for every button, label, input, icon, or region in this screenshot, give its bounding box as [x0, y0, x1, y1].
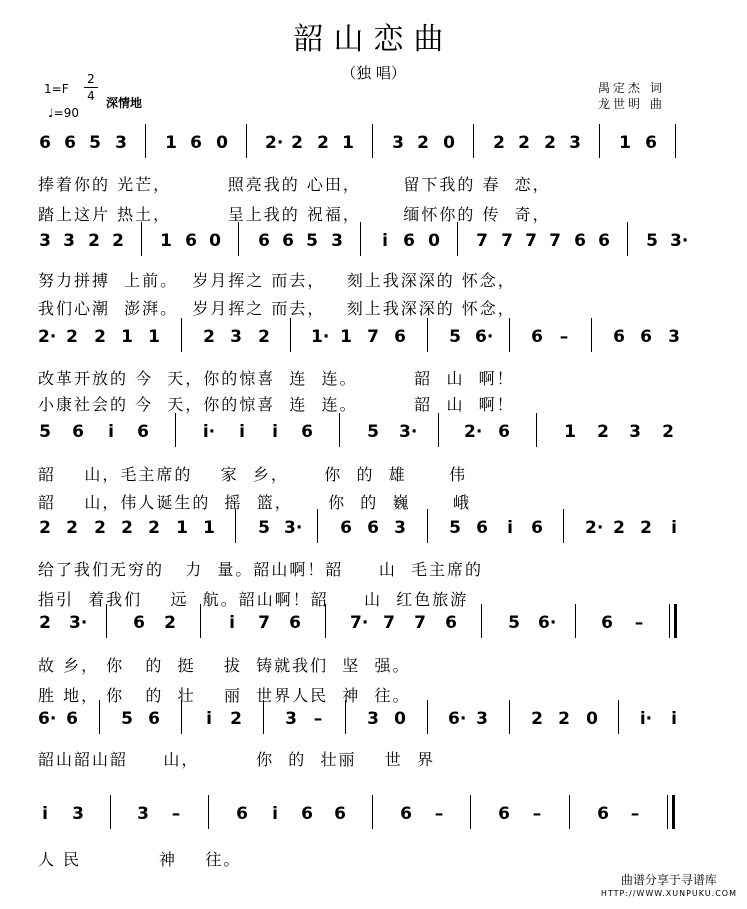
watermark	[601, 873, 737, 901]
lyric-line: 小康社会的 今 天，你的惊喜 连 连。 韶 山 啊！	[38, 395, 515, 414]
note: 3·	[69, 613, 88, 633]
note: 2·	[38, 327, 57, 347]
note: 3	[230, 327, 242, 347]
barline	[427, 509, 428, 543]
barline	[263, 700, 264, 734]
note: 7	[367, 327, 379, 347]
final-barline	[667, 795, 675, 829]
lyric-line: 胜 地， 你 的 壮 丽 世界人民 神 往。	[38, 686, 411, 705]
note: 2	[88, 231, 100, 251]
note: 6	[137, 422, 149, 442]
note: 5	[89, 133, 101, 153]
note: 0	[394, 709, 406, 729]
note: 7	[476, 231, 488, 251]
note: 2	[558, 709, 570, 729]
barline	[290, 318, 291, 352]
song-title: 韶山恋曲	[293, 22, 454, 57]
barline	[427, 318, 428, 352]
barline	[208, 795, 209, 829]
note: 3	[137, 804, 149, 824]
note: 6	[72, 422, 84, 442]
lyricist-credit: 禺定杰 词	[598, 81, 665, 95]
note: 3·	[284, 518, 303, 538]
note: 5	[258, 518, 270, 538]
note: 6	[190, 133, 202, 153]
note: 2	[258, 327, 270, 347]
note: 6	[531, 327, 543, 347]
barline	[427, 700, 428, 734]
song-subtitle: （独 唱）	[341, 64, 406, 82]
note: 7·	[350, 613, 369, 633]
barline	[675, 124, 676, 158]
lyric-line: 人 民 神 往。	[38, 850, 242, 869]
barline	[317, 509, 318, 543]
note: 2	[66, 518, 78, 538]
note: i	[507, 518, 513, 538]
barline	[325, 604, 326, 638]
note: i	[671, 709, 677, 729]
note: 2	[291, 133, 303, 153]
note: 1	[619, 133, 631, 153]
notation-row	[38, 612, 694, 634]
note: i·	[639, 709, 653, 729]
note: 1	[148, 327, 160, 347]
note: 2	[544, 133, 556, 153]
note: –	[559, 327, 569, 347]
note: 6	[645, 133, 657, 153]
note: 2	[493, 133, 505, 153]
expression-marking: 深情地	[106, 96, 143, 110]
barline	[509, 318, 510, 352]
note: –	[630, 804, 640, 824]
note: 6	[39, 133, 51, 153]
notation-row	[38, 421, 694, 443]
note: 5	[367, 422, 379, 442]
notation-row	[38, 326, 694, 348]
note: i	[206, 709, 212, 729]
note: 2	[417, 133, 429, 153]
note: 6	[301, 804, 313, 824]
note: 3	[394, 518, 406, 538]
note: 7	[258, 613, 270, 633]
note: –	[171, 804, 181, 824]
note: 6	[301, 422, 313, 442]
note: 5	[508, 613, 520, 633]
note: –	[313, 709, 323, 729]
note: 6	[498, 422, 510, 442]
barline	[235, 509, 236, 543]
note: 7	[501, 231, 513, 251]
note: 2	[66, 327, 78, 347]
note: 6	[640, 327, 652, 347]
barline	[627, 222, 628, 256]
note: 6	[394, 327, 406, 347]
note: 6·	[475, 327, 494, 347]
note: 2	[613, 518, 625, 538]
note: 2·	[265, 133, 284, 153]
note: 6·	[448, 709, 467, 729]
barline	[372, 124, 373, 158]
note: i	[382, 231, 388, 251]
note: i	[272, 422, 278, 442]
note: 2·	[585, 518, 604, 538]
note: 1	[121, 327, 133, 347]
note: 1	[165, 133, 177, 153]
barline	[473, 124, 474, 158]
note: 6	[400, 804, 412, 824]
note: 0	[216, 133, 228, 153]
composer-credit: 龙世明 曲	[598, 97, 665, 111]
note: 6	[601, 613, 613, 633]
note: 3	[331, 231, 343, 251]
barline	[175, 413, 176, 447]
time-signature-bottom: 4	[87, 89, 95, 103]
barline	[618, 700, 619, 734]
note: 2	[317, 133, 329, 153]
note: 6	[64, 133, 76, 153]
note: 1	[342, 133, 354, 153]
note: 3	[72, 804, 84, 824]
note: 0	[428, 231, 440, 251]
note: 5	[39, 422, 51, 442]
note: 7	[414, 613, 426, 633]
note: 0	[209, 231, 221, 251]
note: 6·	[538, 613, 557, 633]
lyric-line: 踏上这片 热土， 呈上我的 祝福， 缅怀你的 传 奇，	[38, 205, 551, 224]
lyric-line: 改革开放的 今 天，你的惊喜 连 连。 韶 山 啊！	[38, 369, 515, 388]
barline	[110, 795, 111, 829]
note: –	[532, 804, 542, 824]
barline	[99, 700, 100, 734]
note: 6	[498, 804, 510, 824]
note: i·	[202, 422, 216, 442]
lyric-line: 韶山韶山韶 山， 你 的 壮丽 世 界	[38, 750, 435, 769]
note: 6·	[38, 709, 57, 729]
note: i	[229, 613, 235, 633]
note: 6	[133, 613, 145, 633]
barline	[238, 222, 239, 256]
notation-row	[38, 803, 694, 825]
barline	[591, 318, 592, 352]
note: 2	[39, 518, 51, 538]
barline	[457, 222, 458, 256]
barline	[246, 124, 247, 158]
note: i	[42, 804, 48, 824]
note: 6	[340, 518, 352, 538]
note: 2	[39, 613, 51, 633]
tempo-marking: ♩=90	[48, 106, 79, 120]
note: 2	[531, 709, 543, 729]
watermark-url: HTTP://WWW.XUNPUKU.COM	[600, 889, 737, 898]
barline	[509, 700, 510, 734]
barline	[345, 700, 346, 734]
barline	[181, 318, 182, 352]
note: 2	[112, 231, 124, 251]
note: 6	[367, 518, 379, 538]
note: 0	[586, 709, 598, 729]
note: 2	[203, 327, 215, 347]
note: 3·	[670, 231, 689, 251]
note: 6	[598, 231, 610, 251]
note: i	[671, 518, 677, 538]
notation-row	[38, 230, 694, 252]
note: 3	[39, 231, 51, 251]
note: 3	[392, 133, 404, 153]
note: 1·	[311, 327, 330, 347]
note: 6	[613, 327, 625, 347]
note: 5	[121, 709, 133, 729]
note: 5	[646, 231, 658, 251]
note: 2	[121, 518, 133, 538]
note: 5	[449, 518, 461, 538]
notation-row	[38, 132, 694, 154]
note: 2	[148, 518, 160, 538]
note: 2	[518, 133, 530, 153]
note: –	[434, 804, 444, 824]
barline	[181, 700, 182, 734]
barline	[438, 413, 439, 447]
note: 2	[94, 327, 106, 347]
barline	[470, 795, 471, 829]
note: –	[634, 613, 644, 633]
note: 6	[185, 231, 197, 251]
final-barline	[669, 604, 677, 638]
time-signature-top: 2	[87, 72, 95, 86]
note: 2	[640, 518, 652, 538]
lyric-line: 故 乡， 你 的 挺 拔 铸就我们 坚 强。	[38, 656, 411, 675]
note: 6	[476, 518, 488, 538]
barline	[200, 604, 201, 638]
lyric-line: 韶 山，毛主席的 家 乡， 你 的 雄 伟	[38, 465, 468, 484]
barline	[563, 509, 564, 543]
note: 5	[306, 231, 318, 251]
note: 6	[289, 613, 301, 633]
note: 1	[340, 327, 352, 347]
barline	[599, 124, 600, 158]
note: 6	[445, 613, 457, 633]
note: 2	[164, 613, 176, 633]
note: 3	[476, 709, 488, 729]
notation-row	[38, 517, 694, 539]
note: 3	[668, 327, 680, 347]
note: i	[239, 422, 245, 442]
barline	[372, 795, 373, 829]
barline	[569, 795, 570, 829]
note: 0	[443, 133, 455, 153]
lyric-line: 努力拼搏 上前。 岁月挥之 而去， 刻上我深深的 怀念，	[38, 271, 516, 290]
note: 6	[258, 231, 270, 251]
note: 3	[285, 709, 297, 729]
note: 6	[334, 804, 346, 824]
note: 6	[148, 709, 160, 729]
note: 2	[94, 518, 106, 538]
notation-row	[38, 708, 694, 730]
note: i	[272, 804, 278, 824]
note: 1	[203, 518, 215, 538]
lyric-line: 捧着你的 光芒， 照亮我的 心田， 留下我的 春 恋，	[38, 175, 551, 194]
watermark-text: 曲谱分享于寻谱库	[620, 873, 717, 887]
note: 6	[574, 231, 586, 251]
barline	[360, 222, 361, 256]
note: 1	[176, 518, 188, 538]
barline	[481, 604, 482, 638]
note: 3	[569, 133, 581, 153]
note: 3	[63, 231, 75, 251]
note: 6	[531, 518, 543, 538]
note: 6	[597, 804, 609, 824]
note: 2	[230, 709, 242, 729]
barline	[575, 604, 576, 638]
note: 7	[549, 231, 561, 251]
note: 1	[160, 231, 172, 251]
note: 2	[597, 422, 609, 442]
note: 6	[403, 231, 415, 251]
note: 3·	[399, 422, 418, 442]
key-signature: 1=F	[44, 82, 69, 96]
note: i	[108, 422, 114, 442]
barline	[145, 124, 146, 158]
barline	[141, 222, 142, 256]
note: 2·	[464, 422, 483, 442]
note: 7	[383, 613, 395, 633]
barline	[339, 413, 340, 447]
note: 1	[564, 422, 576, 442]
lyric-line: 韶 山，伟人诞生的 摇 篮， 你 的 巍 峨	[38, 493, 471, 512]
note: 6	[282, 231, 294, 251]
note: 6	[236, 804, 248, 824]
barline	[536, 413, 537, 447]
note: 3	[367, 709, 379, 729]
note: 3	[629, 422, 641, 442]
lyric-line: 指引 着我们 远 航。韶山啊！韶 山 红色旅游	[38, 590, 469, 609]
note: 3	[115, 133, 127, 153]
note: 7	[525, 231, 537, 251]
note: 6	[66, 709, 78, 729]
note: 5	[449, 327, 461, 347]
lyric-line: 给了我们无穷的 力 量。韶山啊！韶 山 毛主席的	[38, 560, 484, 579]
note: 2	[662, 422, 674, 442]
barline	[106, 604, 107, 638]
lyric-line: 我们心潮 澎湃。 岁月挥之 而去， 刻上我深深的 怀念，	[38, 299, 516, 318]
